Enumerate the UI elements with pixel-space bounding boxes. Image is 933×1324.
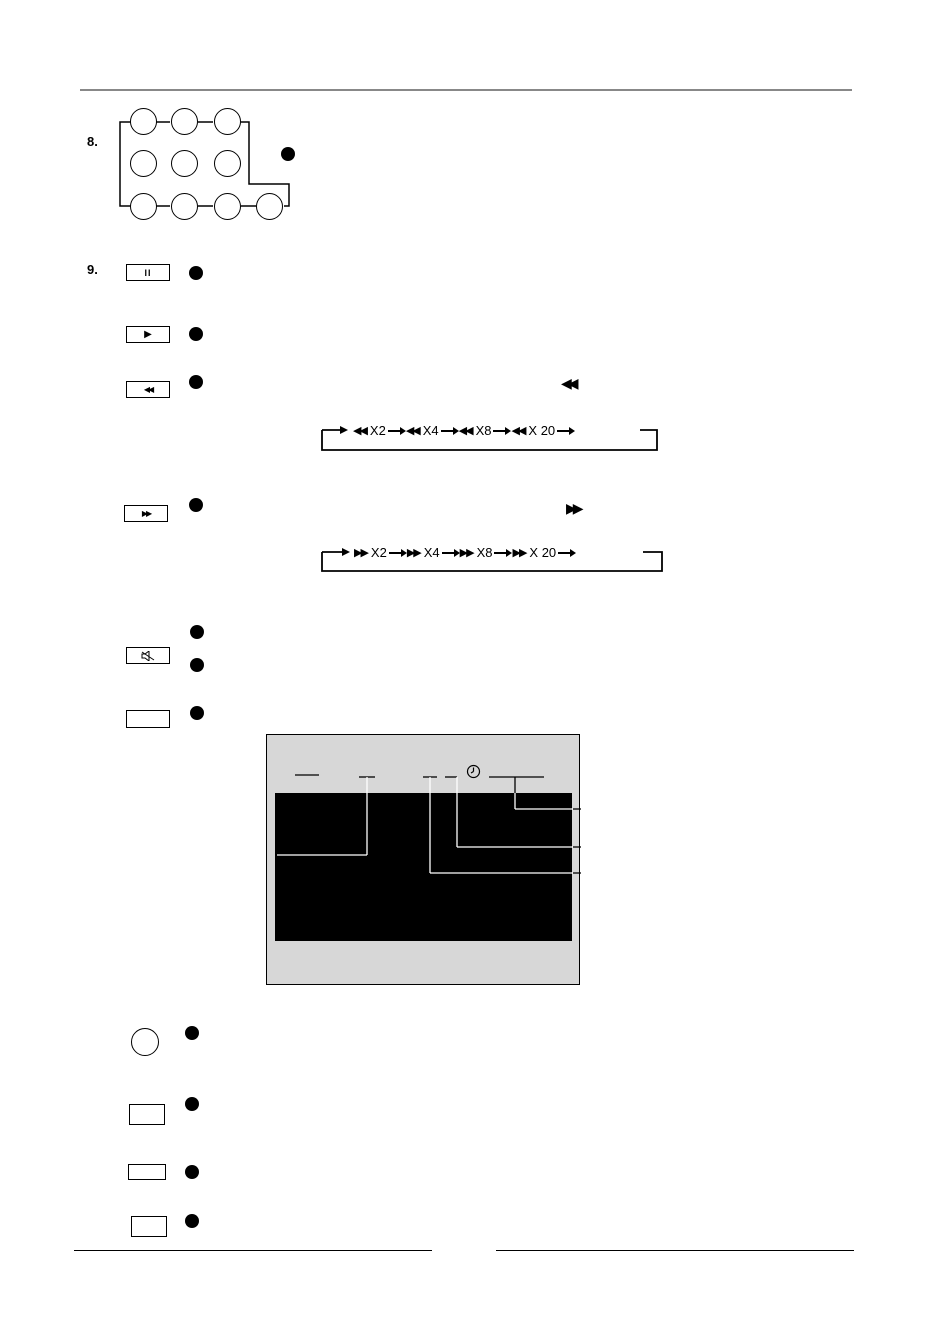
forward-step-4-icon: ▶▶ [512, 547, 526, 559]
mute-icon [141, 651, 155, 661]
forward-step-2-icon: ▶▶ [406, 547, 420, 559]
key-a[interactable] [129, 1104, 165, 1125]
numpad-key-8[interactable] [171, 193, 198, 220]
rewind-step-4-icon: ◀◀ [511, 425, 525, 437]
section-number-8: 8. [87, 134, 98, 149]
rewind-step-1: X2 [369, 423, 386, 438]
forward-step-1-icon: ▶▶ [354, 547, 367, 559]
bullet-display [190, 706, 204, 720]
bullet-mute-2 [190, 658, 204, 672]
bullet-key-b [185, 1165, 199, 1179]
rewind-step-3: X8 [475, 423, 492, 438]
bullet-8 [281, 147, 295, 161]
fast-forward-icon: ▶▶ [141, 509, 151, 518]
bullet-key-a [185, 1097, 199, 1111]
play-button[interactable] [126, 326, 170, 343]
footer-rule-left [74, 1250, 432, 1251]
bullet-round-key [185, 1026, 199, 1040]
numpad-key-0[interactable] [256, 193, 283, 220]
bullet-forward [189, 498, 203, 512]
rewind-step-2-icon: ◀◀ [405, 425, 419, 437]
round-key[interactable] [131, 1028, 159, 1056]
numpad-key-1[interactable] [130, 108, 157, 135]
section-number-9: 9. [87, 262, 98, 277]
rewind-step-2: X4 [422, 423, 439, 438]
bullet-mute-1 [190, 625, 204, 639]
rewind-icon: ◀◀ [143, 385, 153, 394]
fast-forward-button[interactable] [124, 505, 168, 522]
numpad-key-7[interactable] [130, 193, 157, 220]
pause-icon: II [144, 267, 152, 278]
bullet-pause [189, 266, 203, 280]
key-c[interactable] [131, 1216, 167, 1237]
numpad-key-6[interactable] [214, 150, 241, 177]
osd-screen [266, 734, 580, 985]
forward-symbol-inline: ▶▶ [566, 500, 580, 516]
display-button[interactable] [126, 710, 170, 728]
forward-step-2: X4 [423, 545, 440, 560]
bullet-play [189, 327, 203, 341]
numpad-key-3[interactable] [214, 108, 241, 135]
rewind-symbol-inline: ◀◀ [561, 375, 575, 391]
clock-icon [466, 764, 481, 779]
rewind-step-4: X 20 [528, 423, 556, 438]
rewind-speed-chain [353, 423, 575, 438]
play-icon: ▶ [144, 329, 152, 340]
forward-step-3: X8 [476, 545, 493, 560]
header-rule [80, 89, 852, 91]
forward-step-4: X 20 [529, 545, 557, 560]
key-b[interactable] [128, 1164, 166, 1180]
numpad-key-2[interactable] [171, 108, 198, 135]
forward-speed-chain [354, 545, 576, 560]
bullet-key-c [185, 1214, 199, 1228]
numpad-key-9[interactable] [214, 193, 241, 220]
numpad-key-4[interactable] [130, 150, 157, 177]
forward-step-1: X2 [370, 545, 387, 560]
rewind-step-1-icon: ◀◀ [353, 425, 366, 437]
pause-button[interactable] [126, 264, 170, 281]
rewind-step-3-icon: ◀◀ [458, 425, 472, 437]
numpad-key-5[interactable] [171, 150, 198, 177]
footer-rule-right [496, 1250, 854, 1251]
bullet-rewind [189, 375, 203, 389]
forward-step-3-icon: ▶▶ [459, 547, 473, 559]
rewind-button[interactable] [126, 381, 170, 398]
mute-button[interactable] [126, 647, 170, 664]
osd-callout-lines [267, 735, 581, 986]
